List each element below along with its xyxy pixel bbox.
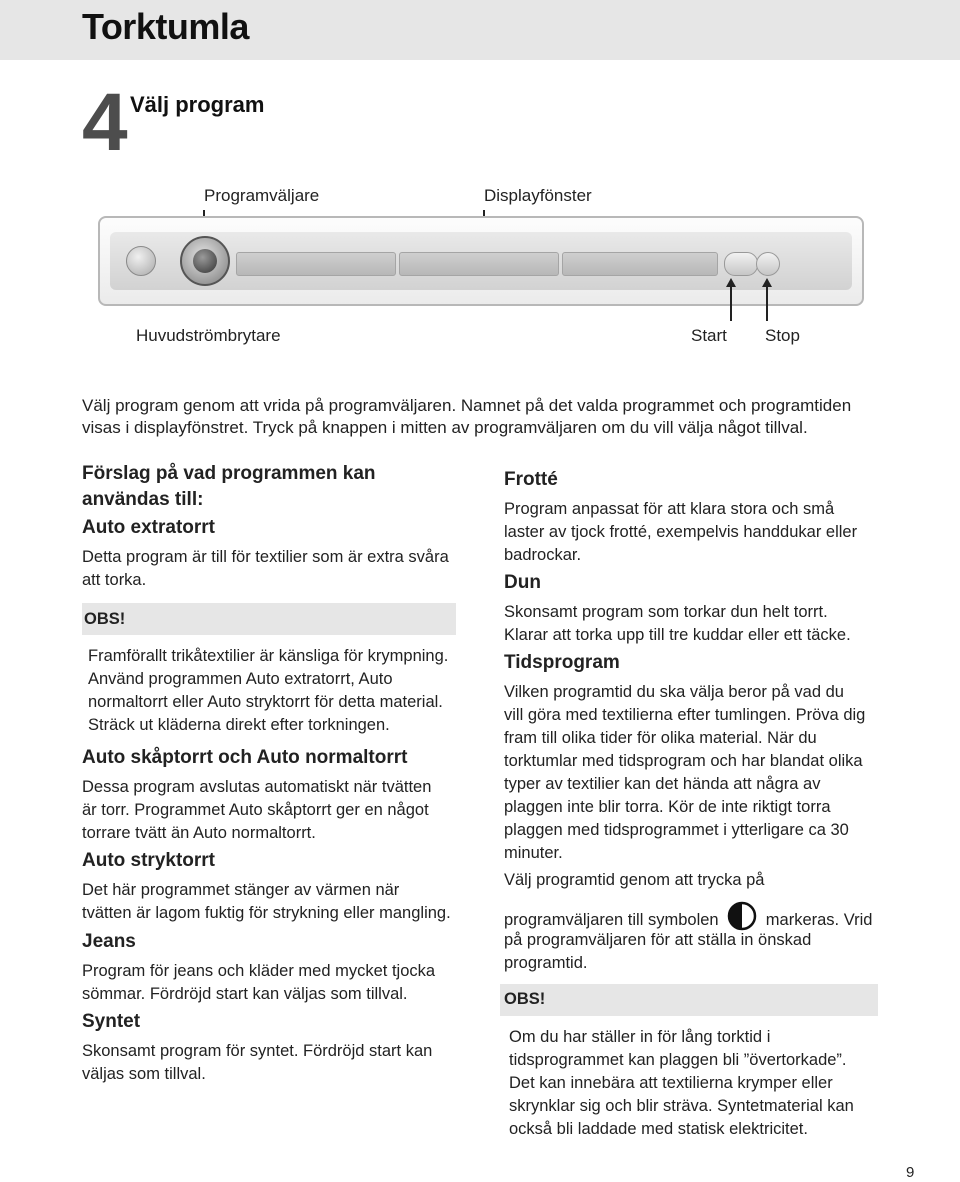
text-line: Sträck ut kläderna direkt efter torkningen.: [88, 716, 390, 734]
text-line: plaggen inte blir torra. Kör de inte riktigt torra: [504, 798, 831, 816]
program-title-jeans: Jeans: [82, 931, 136, 952]
text-line: typer av textilier kan det hända att några av: [504, 775, 821, 793]
text-line: torrare tvätt än Auto normaltorrt.: [82, 824, 316, 842]
step-title: Välj program: [130, 92, 265, 117]
text-line: på programväljaren för att ställa in önskad: [504, 931, 812, 949]
label-stop: Stop: [765, 326, 800, 345]
obs-label: OBS!: [504, 990, 546, 1008]
stop-button[interactable]: [756, 252, 780, 276]
suggestions-heading: användas till:: [82, 489, 204, 510]
arrow-up-icon: [726, 278, 736, 287]
program-title-frotte: Frotté: [504, 469, 558, 490]
label-display-window: Displayfönster: [484, 186, 592, 205]
text-line: vill göra med textilierna efter tumlingen. Pröva dig: [504, 706, 866, 724]
intro-line: visas i displayfönstret. Tryck på knappen i mitten av programväljaren om du vill välja något tillval.: [82, 418, 808, 437]
label-main-switch: Huvudströmbrytare: [136, 326, 281, 345]
text-line: fram till olika tider för olika material. När du: [504, 729, 817, 747]
display-segment: [562, 252, 718, 276]
text-line: också bli laddade med statisk elektricitet.: [509, 1120, 808, 1138]
text-line: normaltorrt eller Auto stryktorrt för detta material.: [88, 693, 443, 711]
step-number: 4: [82, 77, 124, 168]
text-line: sömmar. Fördröjd start kan väljas som tillval.: [82, 985, 408, 1003]
obs-bar: [500, 984, 878, 1016]
text-line: skrynklar sig och blir sträva. Syntetmaterial kan: [509, 1097, 854, 1115]
text-line: Program för jeans och kläder med mycket tjocka: [82, 962, 436, 980]
text-fragment: programväljaren till symbolen: [504, 911, 719, 929]
page-title: Torktumla: [82, 6, 249, 47]
text-line: Välj programtid genom att trycka på: [504, 871, 765, 889]
display-segment: [399, 252, 559, 276]
text-line: badrockar.: [504, 546, 582, 564]
text-line-with-icon: [504, 901, 872, 932]
text-line: Framförallt trikåtextilier är känsliga för krympning.: [88, 647, 449, 665]
text-line: Det kan innebära att textilierna krymper eller: [509, 1074, 833, 1092]
program-title-syntet: Syntet: [82, 1011, 141, 1032]
program-title-auto-stryktorrt: Auto stryktorrt: [82, 850, 216, 871]
text-line: Använd programmen Auto extratorrt, Auto: [88, 670, 393, 688]
text-line: Detta program är till för textilier som är extra svåra: [82, 548, 449, 566]
suggestions-heading: Förslag på vad programmen kan: [82, 463, 376, 484]
text-line: Skonsamt program som torkar dun helt torrt.: [504, 603, 828, 621]
intro-line: Välj program genom att vrida på programväljaren. Namnet på det valda programmet och programtiden: [82, 396, 852, 415]
text-line: Dessa program avslutas automatiskt när tvätten: [82, 778, 432, 796]
half-moon-clock-icon: [727, 901, 757, 931]
power-button[interactable]: [126, 246, 156, 276]
text-line: Klarar att torka upp till tre kuddar eller ett täcke.: [504, 626, 851, 644]
text-line: Program anpassat för att klara stora och små: [504, 500, 835, 518]
text-line: minuter.: [504, 844, 563, 862]
text-fragment: markeras. Vrid: [765, 911, 873, 929]
program-title-dun: Dun: [504, 572, 541, 593]
label-start: Start: [691, 326, 727, 345]
page-number: 9: [906, 1164, 915, 1181]
text-line: Vilken programtid du ska välja beror på vad du: [504, 683, 844, 701]
text-line: tvätten är lagom fuktig för strykning eller mangling.: [82, 904, 451, 922]
arrow-up-icon: [762, 278, 772, 287]
text-line: Skonsamt program för syntet. Fördröjd start kan: [82, 1042, 433, 1060]
text-line: att torka.: [82, 571, 147, 589]
program-title-auto-extratorrt: Auto extratorrt: [82, 517, 216, 538]
obs-bar: [82, 603, 456, 635]
text-line: Om du har ställer in för lång torktid i: [509, 1028, 771, 1046]
label-program-selector: Programväljare: [204, 186, 320, 205]
program-title-tidsprogram: Tidsprogram: [504, 652, 620, 673]
text-line: Det här programmet stänger av värmen när: [82, 881, 400, 899]
text-line: är torr. Programmet Auto skåptorrt ger en något: [82, 801, 429, 819]
text-line: väljas som tillval.: [82, 1065, 206, 1083]
program-title-auto-skaptorrt: Auto skåptorrt och Auto normaltorrt: [82, 747, 408, 768]
text-line: tidsprogrammet kan plaggen bli ”övertorkade”.: [509, 1051, 847, 1069]
pointer-line-stop: [766, 285, 768, 321]
display-segment: [236, 252, 396, 276]
start-button[interactable]: [724, 252, 758, 276]
text-line: torktumlar med tidsprogram och har blandat olika: [504, 752, 863, 770]
text-line: laster av tjock frotté, exempelvis handdukar eller: [504, 523, 858, 541]
text-line: programtid.: [504, 954, 588, 972]
program-selector-center-button[interactable]: [193, 249, 217, 273]
obs-label: OBS!: [84, 610, 126, 628]
text-line: plaggen med tidsprogrammet i ytterligare ca 30: [504, 821, 849, 839]
pointer-line-start: [730, 285, 732, 321]
